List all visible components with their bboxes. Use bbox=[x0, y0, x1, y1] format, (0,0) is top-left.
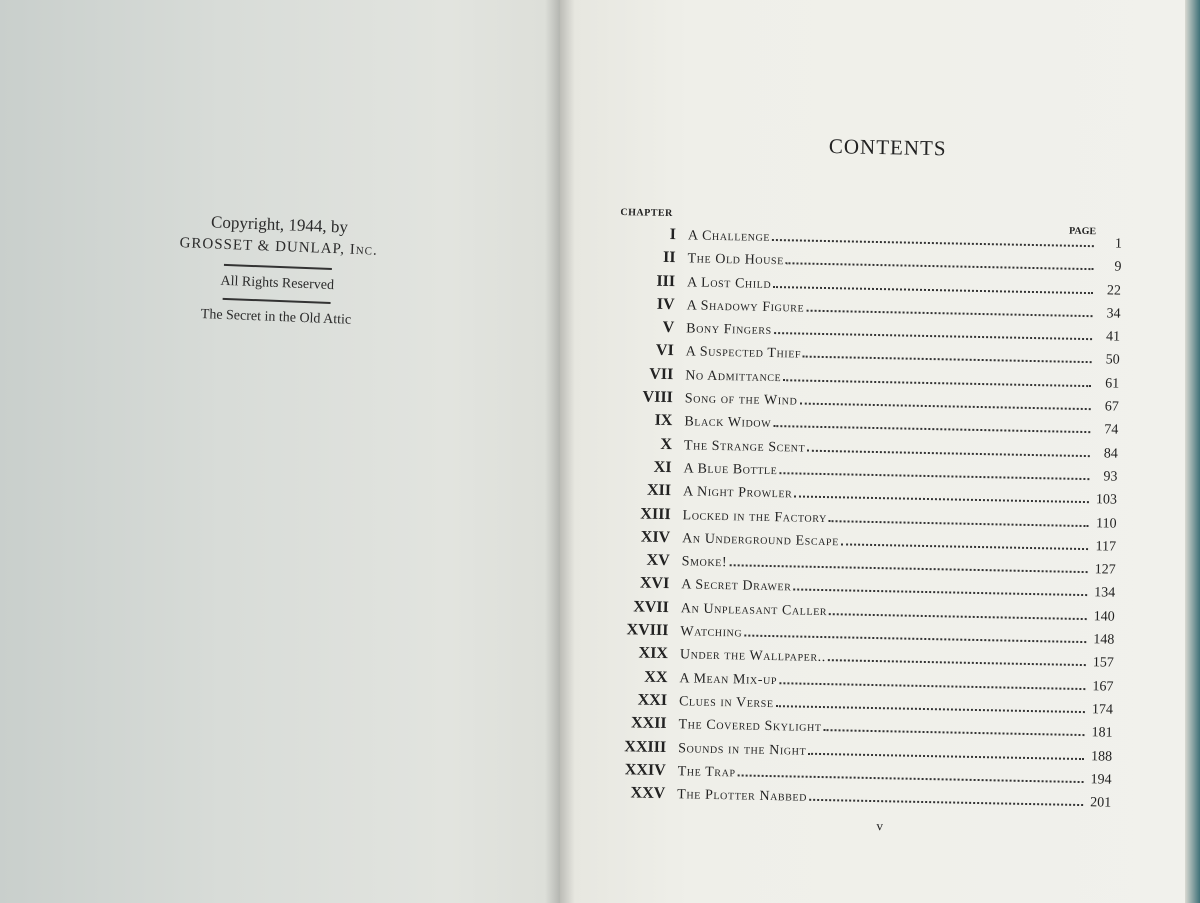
chapter-title: Locked in the Factory bbox=[682, 507, 827, 526]
chapter-number: IV bbox=[656, 295, 675, 314]
chapter-title: A Night Prowler bbox=[682, 484, 793, 502]
chapter-number: XIX bbox=[638, 644, 669, 663]
dot-leader bbox=[841, 543, 1088, 550]
chapter-page: 174 bbox=[1091, 702, 1114, 718]
rights-reserved: All Rights Reserved bbox=[220, 273, 335, 294]
chapter-number: XIII bbox=[640, 505, 671, 523]
chapter-page: 201 bbox=[1090, 795, 1112, 811]
contents-block bbox=[605, 130, 1138, 839]
dot-leader bbox=[799, 403, 1090, 411]
chapter-page: 74 bbox=[1104, 422, 1119, 439]
dot-leader bbox=[774, 332, 1092, 340]
chapter-page: 93 bbox=[1103, 469, 1118, 485]
chapter-page: 9 bbox=[1114, 259, 1122, 275]
page-gutter bbox=[545, 0, 575, 903]
chapter-page: 41 bbox=[1105, 329, 1121, 345]
dot-leader bbox=[786, 263, 1094, 271]
dot-leader bbox=[828, 659, 1086, 666]
chapter-page: 84 bbox=[1103, 446, 1119, 462]
chapter-title: Bony Fingers bbox=[686, 321, 772, 339]
chapter-page: 50 bbox=[1105, 352, 1120, 369]
chapter-title: The Plotter Nabbed bbox=[677, 787, 808, 805]
copyright-block bbox=[146, 210, 410, 331]
chapter-number: XVI bbox=[639, 574, 670, 593]
chapter-number: XI bbox=[653, 458, 672, 477]
book-title: The Secret in the Old Attic bbox=[200, 307, 352, 328]
chapter-page: 148 bbox=[1093, 632, 1115, 648]
chapter-title: An Unpleasant Caller bbox=[680, 601, 828, 619]
chapter-number: I bbox=[669, 226, 677, 244]
dot-leader bbox=[829, 520, 1089, 527]
table-of-contents bbox=[605, 225, 1136, 817]
chapter-page: 67 bbox=[1104, 399, 1119, 415]
left-page bbox=[0, 0, 560, 903]
chapter-page: 34 bbox=[1106, 306, 1121, 322]
chapter-title: Watching bbox=[680, 624, 743, 641]
chapter-title: Song of the Wind bbox=[684, 391, 798, 409]
dot-leader bbox=[772, 239, 1094, 247]
chapter-number: II bbox=[662, 249, 676, 267]
dot-leader bbox=[744, 635, 1086, 644]
chapter-title: Sounds in the Night bbox=[677, 740, 807, 759]
chapter-page: 127 bbox=[1094, 562, 1116, 578]
chapter-title: Clues in Verse bbox=[678, 694, 774, 712]
chapter-page: 110 bbox=[1095, 515, 1117, 532]
dot-leader bbox=[779, 472, 1089, 480]
chapter-title: An Underground Escape bbox=[682, 531, 840, 550]
dot-leader bbox=[773, 425, 1090, 433]
chapter-number: V bbox=[662, 319, 675, 337]
chapter-page: 181 bbox=[1091, 725, 1113, 741]
page-edge bbox=[1185, 0, 1200, 903]
chapter-number: XVII bbox=[633, 598, 670, 616]
chapter-title: The Strange Scent bbox=[683, 437, 806, 456]
dot-leader bbox=[803, 356, 1092, 364]
chapter-title: A Challenge bbox=[687, 228, 771, 245]
chapter-page: 194 bbox=[1090, 772, 1112, 788]
chapter-number: XXI bbox=[637, 691, 668, 709]
chapter-number: XII bbox=[646, 481, 672, 500]
dot-leader bbox=[729, 564, 1087, 573]
dot-leader bbox=[809, 799, 1083, 806]
chapter-number: XIV bbox=[640, 528, 671, 546]
chapter-number: XXIV bbox=[624, 761, 666, 779]
chapter-title: The Trap bbox=[677, 764, 736, 781]
chapter-page: 157 bbox=[1092, 655, 1114, 671]
chapter-title: A Blue Bottle bbox=[683, 461, 778, 479]
chapter-title: A Secret Drawer bbox=[681, 577, 792, 595]
chapter-page: 61 bbox=[1105, 376, 1120, 392]
publisher-name: GROSSET & DUNLAP, Inc. bbox=[179, 235, 379, 259]
chapter-title: Smoke! bbox=[681, 554, 728, 571]
chapter-number: XVIII bbox=[626, 621, 669, 640]
divider-rule bbox=[224, 264, 332, 270]
chapter-page: 1 bbox=[1114, 236, 1123, 252]
chapter-page: 117 bbox=[1095, 539, 1117, 555]
dot-leader bbox=[776, 705, 1085, 713]
dot-leader bbox=[808, 752, 1084, 759]
chapter-title: A Shadowy Figure bbox=[686, 298, 805, 316]
divider-rule bbox=[223, 298, 331, 304]
dot-leader bbox=[807, 449, 1090, 456]
chapter-number: X bbox=[660, 435, 673, 453]
dot-leader bbox=[794, 496, 1089, 504]
chapter-number: XV bbox=[646, 551, 670, 570]
chapter-title: A Lost Child bbox=[686, 274, 772, 292]
chapter-page: 167 bbox=[1092, 678, 1114, 695]
chapter-title: The Covered Skylight bbox=[678, 717, 822, 736]
chapter-number: III bbox=[656, 272, 676, 290]
chapter-title: The Old House bbox=[687, 251, 785, 269]
dot-leader bbox=[823, 729, 1084, 736]
chapter-number: VI bbox=[655, 342, 674, 360]
chapter-title: A Suspected Thief bbox=[685, 344, 802, 363]
chapter-page: 188 bbox=[1090, 748, 1113, 765]
dot-leader bbox=[793, 589, 1087, 597]
dot-leader bbox=[806, 310, 1092, 317]
chapter-title: A Mean Mix-up bbox=[679, 670, 778, 688]
dot-leader bbox=[783, 379, 1091, 387]
chapter-number: XXIII bbox=[624, 737, 667, 756]
dot-leader bbox=[829, 613, 1087, 620]
contents-heading: CONTENTS bbox=[828, 134, 947, 161]
dot-leader bbox=[738, 774, 1084, 783]
chapter-number: XX bbox=[644, 668, 668, 686]
chapter-page: 140 bbox=[1093, 608, 1115, 625]
chapter-page: 22 bbox=[1106, 283, 1122, 299]
dot-leader bbox=[773, 286, 1093, 294]
chapter-page: 103 bbox=[1095, 492, 1118, 508]
chapter-column-label: CHAPTER bbox=[620, 207, 673, 220]
chapter-title: Black Widow bbox=[684, 414, 772, 432]
page-number: v bbox=[876, 818, 884, 834]
chapter-number: XXV bbox=[630, 784, 666, 803]
page-column-label: PAGE bbox=[1068, 225, 1097, 238]
chapter-number: VIII bbox=[642, 388, 674, 407]
dot-leader bbox=[779, 682, 1085, 690]
chapter-title: Under the Wallpaper.. bbox=[679, 647, 827, 666]
chapter-number: VII bbox=[649, 365, 674, 383]
chapter-number: IX bbox=[654, 412, 673, 430]
chapter-page: 134 bbox=[1094, 585, 1116, 602]
chapter-title: No Admittance bbox=[685, 368, 782, 385]
chapter-number: XXII bbox=[630, 714, 667, 733]
copyright-line: Copyright, 1944, by bbox=[210, 212, 349, 237]
